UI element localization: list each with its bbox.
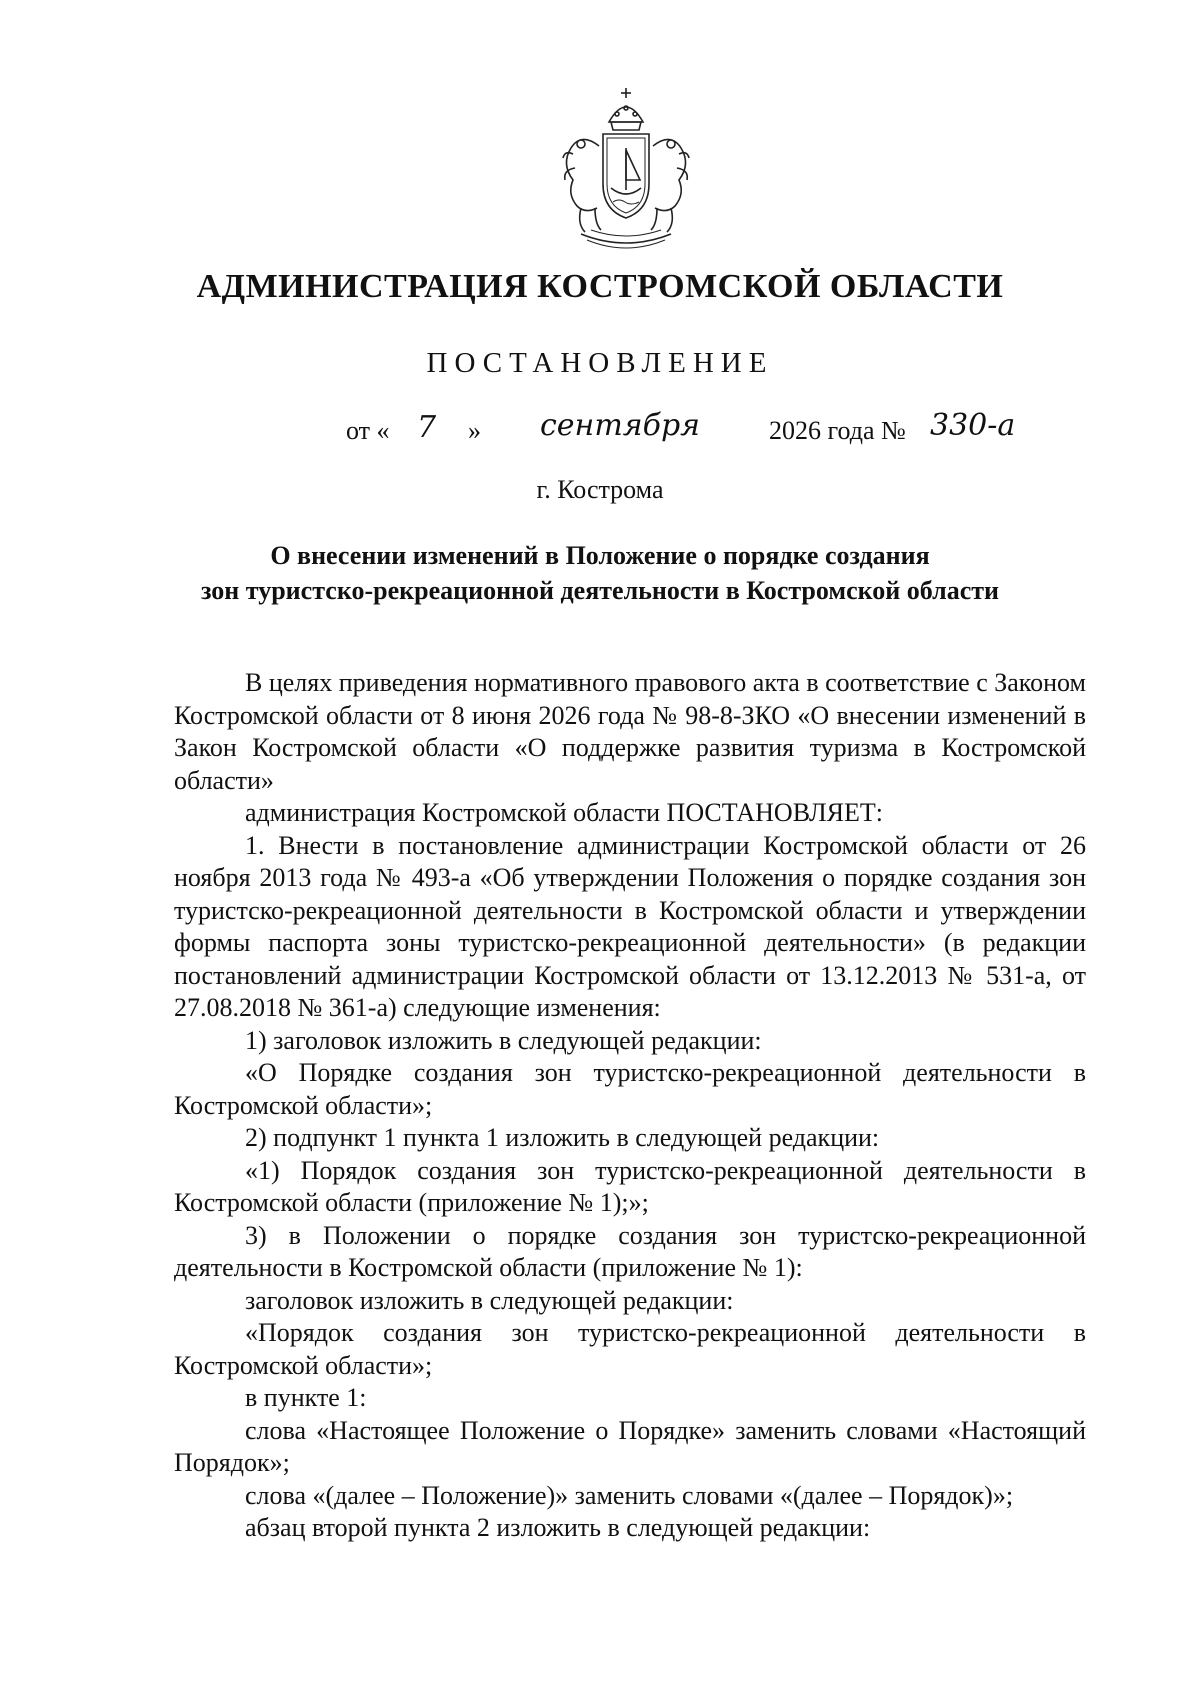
paragraph: администрация Костромской области ПОСТАНОВЛЯЕТ: [245,798,884,827]
paragraph: слова «(далее – Положение)» заменить словами «(далее – Порядок)»; [245,1480,1014,1510]
paragraph: 3) в Положении о порядке создания зон туристско-рекреационной деятельности в Костромской области (приложение № 1): [174,1220,1086,1282]
document-body [174,667,1086,1545]
organization-title: АДМИНИСТРАЦИЯ КОСТРОМСКОЙ ОБЛАСТИ [196,268,1004,305]
paragraph: 1. Внести в постановление администрации Костромской области от 26 ноября 2013 года № 493-а «Об утверждении Положения о порядке создания зон туристско-рекреационной деятельности в Костромской области и утверждении формы паспорта зоны туристско-рекреационной деятельности» (в редакции постановлений администрации Костромской области от 13.12.2013 № 531-а, от 27.08.2018 № 361-а) следующие изменения: [174,830,1086,1022]
paragraph: 2) подпункт 1 пункта 1 изложить в следующей редакции: [245,1123,880,1152]
city-line: г. Кострома [536,475,664,504]
date-day-handwritten: 7 [417,410,437,445]
paragraph: слова «Настоящее Положение о Порядке» заменить словами «Настоящий Порядок»; [174,1415,1086,1477]
paragraph: «1) Порядок создания зон туристско-рекреационной деятельности в Костромской области (приложение № 1);»; [174,1155,1086,1217]
paragraph: «О Порядке создания зон туристско-рекреационной деятельности в Костромской области»; [174,1058,1086,1120]
subject-line-2: зон туристско-рекреационной деятельности в Костромской области [201,576,999,605]
date-prefix: от « [346,416,390,445]
paragraph: В целях приведения нормативного правового акта в соответствие с Законом Костромской области от 8 июня 2026 года № 98-8-ЗКО «О внесении изменений в Закон Костромской области «О поддержке развития туризма в Костромской области» [174,668,1086,795]
paragraph: в пункте 1: [245,1383,367,1412]
document-number-handwritten: 330-а [930,408,1016,443]
document-type: ПОСТАНОВЛЕНИЕ [426,347,774,379]
paragraph: абзац второй пункта 2 изложить в следующей редакции: [245,1513,871,1542]
date-day-close: » [468,416,481,445]
paragraph: 1) заголовок изложить в следующей редакции: [245,1025,762,1055]
document-subject [100,538,1100,608]
paragraph: заголовок изложить в следующей редакции: [245,1285,734,1315]
subject-line-1: О внесении изменений в Положение о порядке создания [270,541,930,570]
paragraph: «Порядок создания зон туристско-рекреационной деятельности в Костромской области»; [174,1318,1086,1380]
date-line [0,408,1200,454]
date-month-handwritten: сентября [540,408,701,443]
coat-of-arms-icon [551,84,701,256]
date-year: 2026 года № [769,416,906,445]
